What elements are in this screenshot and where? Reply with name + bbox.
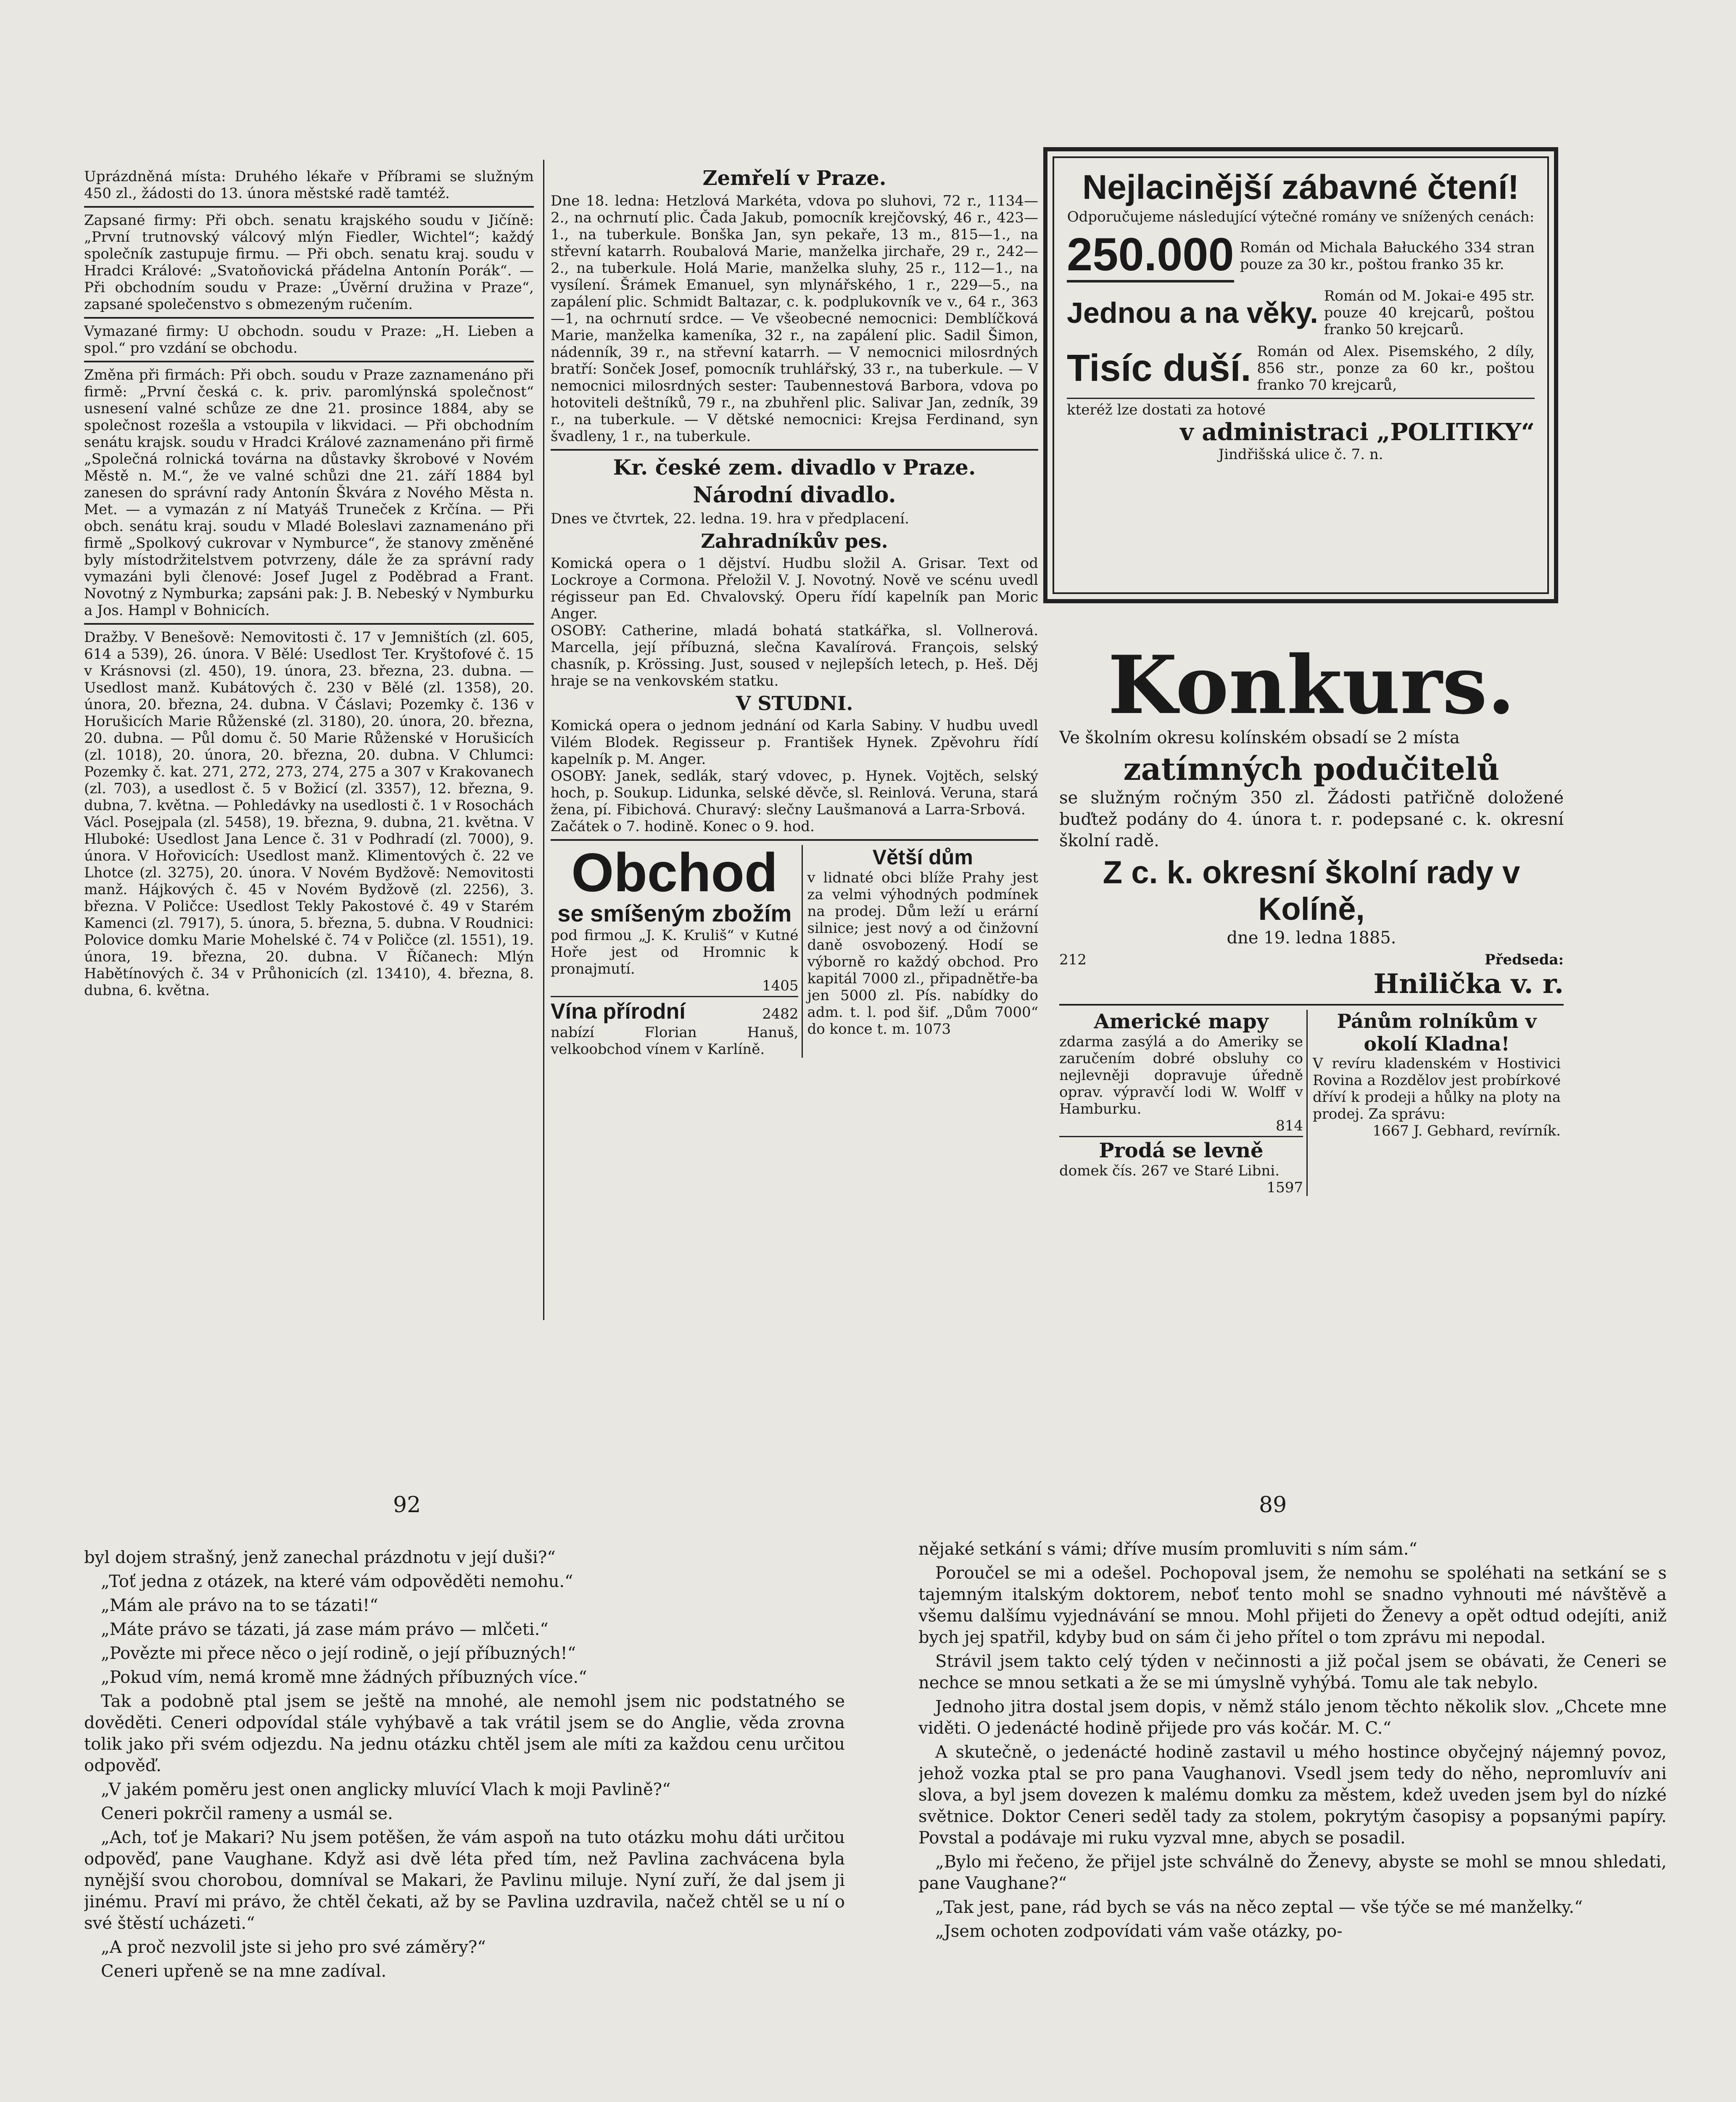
- notice-auctions: Dražby. V Benešově: Nemovitosti č. 17 v Jemništích (zl. 605, 614 a 539), 26. února. V Bělé: Usedlost Ter. Kryštofové č. 15 v Krásnovsi (zl. 450), 19. února, 23. března, 23. dubna. — Usedlost manž. Kubátových č. 230 v Bělé (zl. 1358), 20. února, 20. března, 24. dubna. V Čáslavi; Pozemky č. 136 v Horušicích Marie Růženské (zl. 3180), 20. února, 20. března, 20. dubna. — Půl domu č. 50 Marie Růženské v Horušicích (zl. 1018), 20. února, 20. března, 20. dubna. V Chlumci: Pozemky č. kat. 271, 272, 273, 274, 275 a 307 v Krakovanech (zl. 703), a usedlost č. 5 v Božicí (zl. 3357), 12. března, 9. dubna, 7. května. — Pohledávky na usedlosti č. 1 v Rosochách Václ. Posejpala (zl. 5458), 19. března, 9. dubna, 21. května. V Hluboké: Usedlost Jana Lence č. 31 v Podhradí (zl. 7000), 9. února. V Hořovicích: Usedlost manž. Klimentových č. 22 ve Lhotce (zl. 3275), 20. února. V Novém Bydžově: Nemovitosti manž. Hájkových č. 45 v Novém Bydžově (zl. 2256), 3. března. V Poličce: Usedlost Tekly Pakostové č. 49 v Starém Kamenci (zl. 7917), 5. února, 5. března, 5. dubna. V Roudnici: Polovice domku Marie Mohelské č. 74 v Poličce (zl. 1551), 19. února, 19. března, 20. dubna. V Říčanech: Mlýn Habětínových č. 34 v Průhonicích (zl. 13410), 4. března, 8. dubna, 6. května.: [84, 629, 534, 999]
- book-paragraph: „Máte právo se tázati, já zase mám právo — mlčeti.“: [101, 1620, 549, 1639]
- vina-heading-row: [551, 999, 798, 1024]
- konkurs-heading: zatímných podučitelů: [1123, 751, 1500, 787]
- notice-firm-changes: Změna při firmách: Při obch. soudu v Praze zaznamenáno při firmě: „První česká c. k. priv. paromlýnská společnost“ usnesení valné schůze ze dne 21. prosince 1884, aby se společnost rozešla a vstoupila v likvidaci. — Při obchodním senátu krajsk. soudu v Hradci Králové zaznamenáno při firmě „Společná rolnická továrna na důstavky škrobové v Novém Městě n. M.“, že ve valné schůzi dne 21. září 1884 byl zanesen do správní rady Antonín Škvára z Nového Města n. Met. — a vymazán z ní Matyáš Truneček z Krčína. — Při obch. senátu kraj. soudu v Mladé Boleslavi zaznamenáno při firmě „Spolkový cukrovar v Nymburce“, že stanovy změněné byly místodržitelstvem potvrzeny, dále že za správní rady vymazáni byli členové: Josef Jugel z Poděbrad a Frant. Novotný z Nymburka; zapsáni pak: J. B. Nebeský v Nymburku a Jos. Hampl v Bohnicích.: [84, 367, 534, 619]
- book-paragraph: „Pokud vím, nemá kromě mne žádných příbuzných více.“: [101, 1668, 587, 1687]
- book-paragraph: „Mám ale právo na to se tázati!“: [101, 1596, 378, 1615]
- divider: [551, 449, 1038, 451]
- notice-registered-firms: Zapsané firmy: Při obch. senatu krajského soudu v Jičíně: „První trutnovský válcový mlýn Fiedler, Wichtel“; každý společník zastupuje firmu. — Při obch. senatu kraj. soudu v Hradci Králové: „Svatoňovická přádelna Antonín Porák“. — Při obchodním soudu v Praze: „Úvěrní družina v Praze“, zapsané společenstvo s obmezeným ručením.: [84, 212, 534, 313]
- maps-ad: [1059, 1010, 1308, 1196]
- vina-number: 2482: [762, 1006, 799, 1022]
- book-page-right: [918, 1539, 1667, 2102]
- obchod-heading: Obchod: [571, 842, 778, 903]
- farmers-text: V revíru kladenském v Hostivici Rovina a Rozdělov jest probírkové dříví k prodeji a hůlky na ploty na prodej. Za správu:: [1313, 1055, 1561, 1122]
- column-rule: [543, 160, 544, 1320]
- play2-title: V STUDNI.: [736, 692, 853, 715]
- vina-text: nabízí Florian Hanuš, velkoobchod vínem v Karlíně.: [551, 1024, 799, 1058]
- book-paragraph: Tak a podobně ptal jsem se ještě na mnohé, ale nemohl jsem nic podstatného se dověděti. Ceneri odpovídal stále vyhýbavě a tak vrátil jsem se do Anglie, věda zrovna tolik jako při svém odjezdu. Na jednu otázku chtěl jsem ale míti za každou cenu určitou odpověď.: [84, 1692, 845, 1775]
- konkurs-body: se služným ročným 350 zl. Žádosti patřičně doložené buďtež podány do 4. února t. r. podepsané c. k. okresní školní radě.: [1059, 788, 1564, 850]
- maps-title: Americké mapy: [1094, 1010, 1269, 1033]
- book-paragraph: A skutečně, o jedenácté hodině zastavil u mého hostince obyčejný nájemný povoz, jehož vozka ptal se pro pana Vaughanovi. Vsedl jsem tedy do něho, nepromluvív ani slova, a byl jsem dovezen k malému domku za městem, kdež uveden jsem byl do nízké světnice. Doktor Ceneri seděl tady za stolem, pokrytým časopisy a popsanými papíry. Povstal a podávaje mi ruku vyzval mne, abych se posadil.: [918, 1743, 1667, 1848]
- book-paragraph: „Tak jest, pane, rád bych se vás na něco zeptal — vše týče se mé manželky.“: [935, 1898, 1583, 1917]
- novel-ad-3: [1067, 343, 1535, 393]
- farmers-sign: 1667 J. Gebhard, revírník.: [1372, 1122, 1561, 1139]
- book-paragraph: Jednoho jitra dostal jsem dopis, v němž stálo jenom těchto několik slov. „Chcete mne viděti. O jedenácté hodině přijede pro vás kočár. M. C.“: [918, 1697, 1667, 1738]
- konkurs-chair-name: Hnilička v. r.: [1373, 968, 1564, 1000]
- book-paragraph: „Toť jedna z otázek, na které vám odpověděti nemohu.“: [101, 1572, 573, 1591]
- obchod-text: pod firmou „J. K. Kruliš“ v Kutné Hoře jest od Hromnic k pronajmutí.: [551, 927, 799, 977]
- sale-text: domek čís. 267 ve Staré Libni.: [1059, 1162, 1280, 1179]
- book-paragraph: „Ach, toť je Makari? Nu jsem potěšen, že vám aspoň na tuto otázku mohu dáti určitou odpověď, pane Vaughane. Když asi dvě léta před tím, než Pavlina zachvácena byla nynější svou chorobou, domníval se Makari, že Pavlinu miluje. Nyní zuří, že dal jsem ji jinému. Praví mi právo, že chtěl čekati, až by se Pavlina uzdravila, načež chtěl se u ní o své štěstí ucházeti.“: [84, 1828, 845, 1933]
- book-paragraph: „Povězte mi přece něco o její rodině, o její příbuzných!“: [101, 1644, 576, 1663]
- novels-ad-title: Nejlacinější zábavné čtení!: [1082, 168, 1520, 206]
- theatre-title: Kr. české zem. divadlo v Praze.: [613, 455, 976, 480]
- konkurs-intro: Ve školním okresu kolínském obsadí se 2 místa: [1059, 728, 1460, 747]
- konkurs-sign-row: [1059, 951, 1564, 968]
- novels-ad-available: kteréž lze dostati za hotové: [1067, 401, 1266, 418]
- column-notices: [84, 168, 534, 1320]
- book-paragraph: „Jsem ochoten zodpovídati vám vaše otázky, po-: [935, 1922, 1343, 1941]
- divider: [84, 361, 534, 362]
- play2-times: Začátek o 7. hodině. Konec o 9. hod.: [551, 818, 815, 835]
- farmers-ad: [1313, 1010, 1561, 1196]
- theatre-date: Dnes ve čtvrtek, 22. ledna. 19. hra v předplacení.: [551, 510, 909, 527]
- novel-2-title: Jednou a na věky.: [1067, 296, 1318, 329]
- column-deaths-theatre: [551, 164, 1038, 1320]
- maps-number: 814: [1276, 1117, 1303, 1134]
- page-number-left: 92: [393, 1492, 421, 1518]
- book-paragraph: „Bylo mi řečeno, že přijel jste schválně do Ženevy, abyste se mohl se mnou shledati, pane Vaughane?“: [918, 1852, 1667, 1893]
- novels-ad-box: [1043, 147, 1558, 603]
- play1-cast: OSOBY: Catherine, mladá bohatá statkářka, sl. Vollnerová. Marcella, její příbuzná, slečna Kavalírová. François, selský chasník, p. Krössing. Just, soused v nejlepších letech, p. Heš. Děj hraje se na venkovském statku.: [551, 622, 1038, 689]
- sale-title: Prodá se levně: [1099, 1139, 1264, 1162]
- notice-deleted-firms: Vymazané firmy: U obchodn. soudu v Praze: „H. Lieben a spol.“ pro vzdání se obchodu.: [84, 323, 534, 356]
- house-ad: [807, 845, 1038, 1058]
- obchod-subheading: se smíšeným zbožím: [557, 900, 792, 927]
- play1-title: Zahradníkův pes.: [701, 530, 888, 552]
- maps-text: zdarma zasýlá a do Ameriky se zaručením dobré obsluhy co nejlevněji dopravuje úředně oprav. výpravčí lodi W. Wolff v Hamburku.: [1059, 1033, 1303, 1117]
- play2-text: Komická opera o jednom jednání od Karla Sabiny. V hudbu uvedl Vilém Blodek. Regisseur p. František Hynek. Zpěvohru řídí kapelník p. M. Anger.: [551, 717, 1038, 768]
- book-paragraph: nějaké setkání s vámi; dříve musím promluviti s ním sám.“: [918, 1540, 1417, 1559]
- sale-number: 1597: [1266, 1179, 1303, 1196]
- book-paragraph: „A proč nezvolil jste si jeho pro své záměry?“: [101, 1938, 486, 1957]
- book-paragraph: Strávil jsem takto celý týden v nečinnosti a již počal jsem se obávati, že Ceneri se nechce se mnou setkati a že se mi úmyslně vyhýbá. Tomu ale tak nebylo.: [918, 1652, 1667, 1693]
- theatre-subtitle: Národní divadlo.: [693, 482, 896, 508]
- book-paragraph: Ceneri pokrčil rameny a usmál se.: [101, 1804, 393, 1823]
- novel-ad-2: [1067, 288, 1535, 338]
- konkurs-chair-label: Předseda:: [1484, 951, 1564, 968]
- book-paragraph: Ceneri upřeně se na mne zadíval.: [101, 1962, 387, 1981]
- novel-3-text: Román od Alex. Pisemského, 2 díly, 856 str., ponze za 60 kr., poštou franko 70 krejcarů,: [1257, 343, 1535, 393]
- book-paragraph: Poroučel se mi a odešel. Pochopoval jsem, že nemohu se spoléhati na setkání se s tajemným italským doktorem, neboť tento mohl se snadno vyhnouti mé návštěvě a všemu dalšímu vyjednávání se mnou. Mohl přijeti do Ženevy a opět odtud odejíti, aniž bych jej spatřil, kdyby bud on sám či jeho přítel o tom zprávu mi nepodal.: [918, 1563, 1667, 1647]
- divider: [551, 839, 1038, 841]
- divider: [1059, 1004, 1564, 1006]
- play2-cast: OSOBY: Janek, sedlák, starý vdovec, p. Hynek. Vojtěch, selský hoch, p. Soukup. Lidunka, selské děvče, sl. Reinlová. Veruna, stará žena, pí. Fibichová. Churavý: slečny Laušmanová a Larra-Srbová.: [551, 768, 1038, 818]
- notice-vacancies: Uprázdněná místa: Druhého lékaře v Příbrami se služným 450 zl., žádosti do 13. února městské radě tamtéž.: [84, 168, 534, 202]
- deaths-title: Zemřelí v Praze.: [702, 166, 886, 190]
- novels-ad-address: Jindřišská ulice č. 7. n.: [1218, 446, 1383, 463]
- divider: [84, 206, 534, 208]
- divider: [84, 623, 534, 625]
- obchod-number: 1405: [762, 977, 799, 994]
- book-paragraph: „V jakém poměru jest onen anglicky mluvící Vlach k moji Pavlině?“: [101, 1780, 671, 1799]
- page-number-right: 89: [1259, 1492, 1287, 1518]
- small-ads-row: [1059, 1010, 1564, 1196]
- konkurs-signer: Z c. k. okresní školní rady v Kolíně,: [1103, 855, 1520, 927]
- house-heading: Větší dům: [872, 845, 973, 869]
- novel-1-title: 250.000: [1067, 230, 1234, 283]
- book-page-left: [84, 1547, 845, 2102]
- play1-text: Komická opera o 1 dějství. Hudbu složil A. Grisar. Text od Lockroye a Cormona. Přeložil V. J. Novotný. Nově ve scénu uvedl régisseur pan Ed. Chvalovský. Operu řídí kapelník pan Moric Anger.: [551, 555, 1038, 622]
- novel-1-text: Román od Michala Bałuckého 334 stran pouze za 30 kr., poštou franko 35 kr.: [1240, 239, 1535, 273]
- deaths-text: Dne 18. ledna: Hetzlová Markéta, vdova po sluhovi, 72 r., 1134—2., na ochrnutí plic. Čada Jakub, pomocník krejčovský, 46 r., 423—1., na tuberkule. Bonška Jan, syn pekaře, 13 m., 815—1., na střevní katarrh. Roubalová Marie, manželka jirchaře, 29 r., 242—2., na tuberkule. Holá Marie, manželka sluhy, 25 r., 112—1., na vysílení. Šrámek Emanuel, syn mlynářského, 1 r., 229—5., na zapálení plic. Schmidt Baltazar, c. k. podplukovník ve v., 64 r., 363—1, na ochrnutí srdce. — Ve všeobecné nemocnici: Demblíčková Marie, manželka kameníka, 32 r., na zapálení plic. Sadil Šimon, nádenník, 39 r., na střevní katarrh. — V nemocnici milosrdných bratří: Sonček Josef, pomocník truhlářský, 33 r., na tuberkule. — V nemocnici milosrdných sester: Taubennestová Barbora, vdova po hotoviteli deštníků, 79 r., na zbuhřenl plic. Salivar Jan, zedník, 39 r., na tuberkule. — V dětské nemocnici: Krejsa Ferdinand, syn švadleny, 1 r., na tuberkule.: [551, 193, 1038, 445]
- book-paragraph: byl dojem strašný, jenž zanechal prázdnotu v její duši?“: [84, 1548, 556, 1567]
- house-text: v lidnaté obci blíže Prahy jest za velmi výhodných podmínek na prodej. Dům leží u erární silnice; jest nový a od činžovní daně osvobozený. Hodí se výborně ro každý obchod. Pro kapitál 7000 zl., připadnětře-ba jen 5000 zl. Pís. nabídky do adm. t. l. pod šif. „Dům 7000“ do konce t. m. 1073: [807, 869, 1038, 1038]
- konkurs-date: dne 19. ledna 1885.: [1227, 928, 1396, 948]
- novel-3-title: Tisíc duší.: [1067, 347, 1251, 389]
- novel-2-text: Román od M. Jokai-e 495 str. pouze 40 krejcarů, poštou franko 50 krejcarů.: [1324, 288, 1535, 338]
- divider: [84, 317, 534, 319]
- novels-ad-intro: Odporučujeme následující výtečné romány ve snížených cenách:: [1067, 209, 1535, 225]
- obchod-ad: [551, 842, 803, 1058]
- novels-ad-admin: v administraci „POLITIKY“: [1180, 418, 1535, 446]
- column-konkurs: [1059, 643, 1564, 1320]
- konkurs-number: 212: [1059, 951, 1087, 968]
- farmers-title: Pánům rolníkům v okolí Kladna!: [1337, 1010, 1537, 1055]
- konkurs-title: Konkurs.: [1108, 643, 1515, 732]
- novels-ad-inner: [1053, 156, 1549, 594]
- novel-ad-1: [1067, 230, 1535, 283]
- vina-heading: Vína přírodní: [551, 999, 686, 1024]
- classified-row: [551, 842, 1038, 1058]
